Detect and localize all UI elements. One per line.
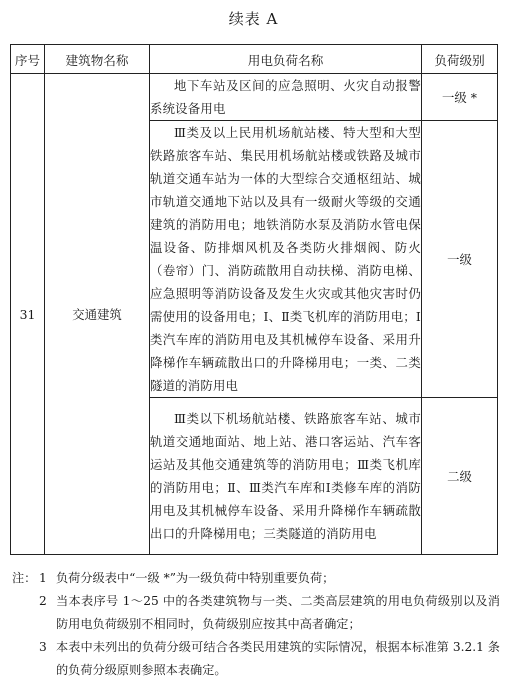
note-text: 负荷分级表中“一级 *”为一级负荷中特别重要负荷；: [56, 571, 335, 585]
load-level: 二级: [422, 398, 498, 555]
header-load-level: 负荷级别: [422, 45, 498, 74]
notes-lead: 注：: [12, 571, 37, 585]
table-row: [11, 74, 498, 121]
note-number: 3: [39, 640, 47, 654]
note-number: 1: [39, 571, 47, 585]
row-building-name: 交通建筑: [45, 74, 150, 555]
load-classification-table: [10, 44, 498, 555]
load-item: [150, 74, 422, 121]
load-level: 一级: [422, 121, 498, 398]
note-item: [12, 636, 500, 682]
load-item: [150, 398, 422, 555]
header-index: 序号: [11, 45, 45, 74]
load-level: 一级 *: [422, 74, 498, 121]
note-item: [12, 590, 500, 636]
row-index: 31: [11, 74, 45, 555]
table-title: 续表 A: [228, 10, 279, 28]
load-item-text: Ⅲ类以下机场航站楼、铁路旅客车站、城市轨道交通地面站、地上站、港口客运站、汽车客运站及其他交通建筑等的消防用电；Ⅲ类飞机库的消防用电；Ⅱ、Ⅲ类汽车库和Ⅰ类修车库的消防用电及其机械停车设备、采用升降梯作车辆疏散出口的升降梯用电；三类隧道的消防用电: [150, 411, 421, 541]
note-item: [12, 567, 500, 590]
table-notes: [12, 567, 500, 682]
note-number: 2: [39, 594, 47, 608]
header-row: [11, 45, 498, 74]
load-item-text: Ⅲ类及以上民用机场航站楼、特大型和大型铁路旅客车站、集民用机场航站楼或铁路及城市轨道交通车站为一体的大型综合交通枢纽站、城市轨道交通地下站以及具有一级耐火等级的交通建筑的消防用电；地铁消防水泵及消防水管电保温设备、防排烟风机及各类防火排烟阀、防火（卷帘）门、消防疏散用自动扶梯、消防电梯、应急照明等消防设备及发生火灾或其他灾害时仍需使用的设备用电；Ⅰ、Ⅱ类飞机库的消防用电；Ⅰ类汽车库的消防用电及其机械停车设备、采用升降梯作车辆疏散出口的升降梯用电；一类、二类隧道的消防用电: [150, 125, 421, 393]
header-load-name: 用电负荷名称: [150, 45, 422, 74]
load-item: [150, 121, 422, 398]
note-text: 本表中未列出的负荷分级可结合各类民用建筑的实际情况，根据本标准第 3.2.1 条的负荷分级原则参照本表确定。: [56, 640, 500, 677]
header-building: 建筑物名称: [45, 45, 150, 74]
note-text: 当本表序号 1～25 中的各类建筑物与一类、二类高层建筑的用电负荷级别以及消防用电负荷级别不相同时，负荷级别应按其中高者确定；: [56, 594, 500, 631]
load-item-text: 地下车站及区间的应急照明、火灾自动报警系统设备用电: [150, 78, 421, 116]
